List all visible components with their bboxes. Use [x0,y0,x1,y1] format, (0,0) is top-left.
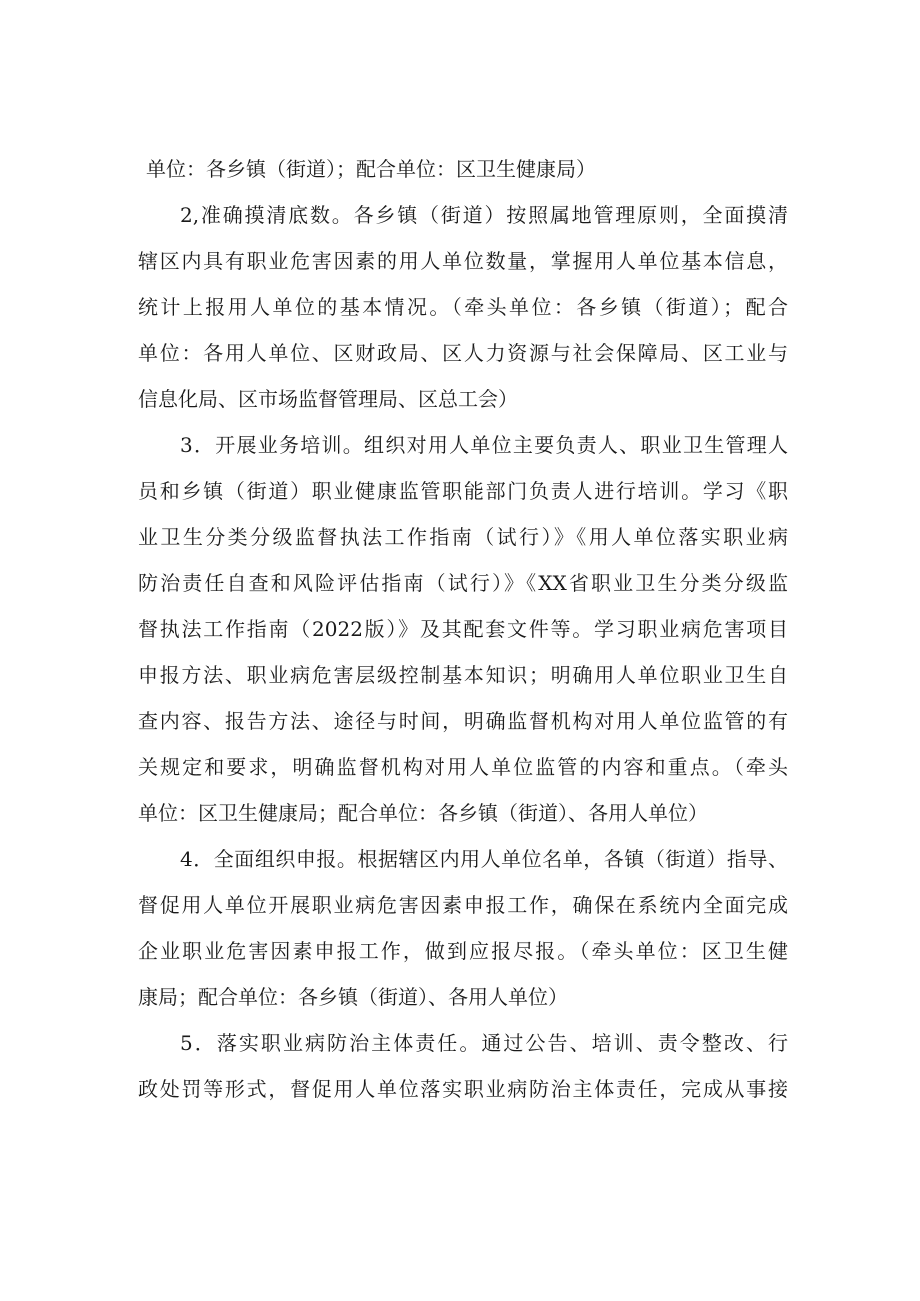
text-line: 申报方法、职业病危害层级控制基本知识；明确用人单位职业卫生自 [138,663,788,687]
paragraph-4-line: 4．全面组织申报。根据辖区内用人单位名单，各镇（街道）指导、 [180,847,788,871]
paragraph-2-line: 2,准确摸清底数。各乡镇（街道）按照属地管理原则，全面摸清 [180,203,788,227]
text-line: 单位：区卫生健康局；配合单位：各乡镇（街道）、各用人单位） [138,801,708,825]
text-line: 关规定和要求，明确监督机构对用人单位监管的内容和重点。（牵头 [138,755,788,779]
text-line: 防治责任自查和风险评估指南（试行）》《XX省职业卫生分类分级监 [138,571,788,595]
text-line: 员和乡镇（街道）职业健康监管职能部门负责人进行培训。学习《职 [138,479,788,503]
text-line: 康局；配合单位：各乡镇（街道）、各用人单位） [138,985,568,1009]
text-line: 辖区内具有职业危害因素的用人单位数量，掌握用人单位基本信息， [138,249,788,273]
text-line: 督促用人单位开展职业病危害因素申报工作，确保在系统内全面完成 [138,893,788,917]
paragraph-5-line: 5．落实职业病防治主体责任。通过公告、培训、责令整改、行 [180,1031,788,1055]
text-line: 统计上报用人单位的基本情况。（牵头单位：各乡镇（街道）；配合 [138,295,788,319]
paragraph-3-line: 3．开展业务培训。组织对用人单位主要负责人、职业卫生管理人 [180,433,788,457]
text-line: 业卫生分类分级监督执法工作指南（试行）》《用人单位落实职业病 [138,525,788,549]
text-line: 单位：各乡镇（街道）；配合单位：区卫生健康局） [146,157,596,181]
text-line: 单位：各用人单位、区财政局、区人力资源与社会保障局、区工业与 [138,341,788,365]
text-line: 查内容、报告方法、途径与时间，明确监督机构对用人单位监管的有 [138,709,788,733]
text-line: 督执法工作指南（2022版）》及其配套文件等。学习职业病危害项目 [138,617,788,641]
text-line: 企业职业危害因素申报工作，做到应报尽报。（牵头单位：区卫生健 [138,939,788,963]
text-line: 政处罚等形式，督促用人单位落实职业病防治主体责任，完成从事接 [138,1077,788,1101]
text-line: 信息化局、区市场监督管理局、区总工会） [138,387,518,411]
